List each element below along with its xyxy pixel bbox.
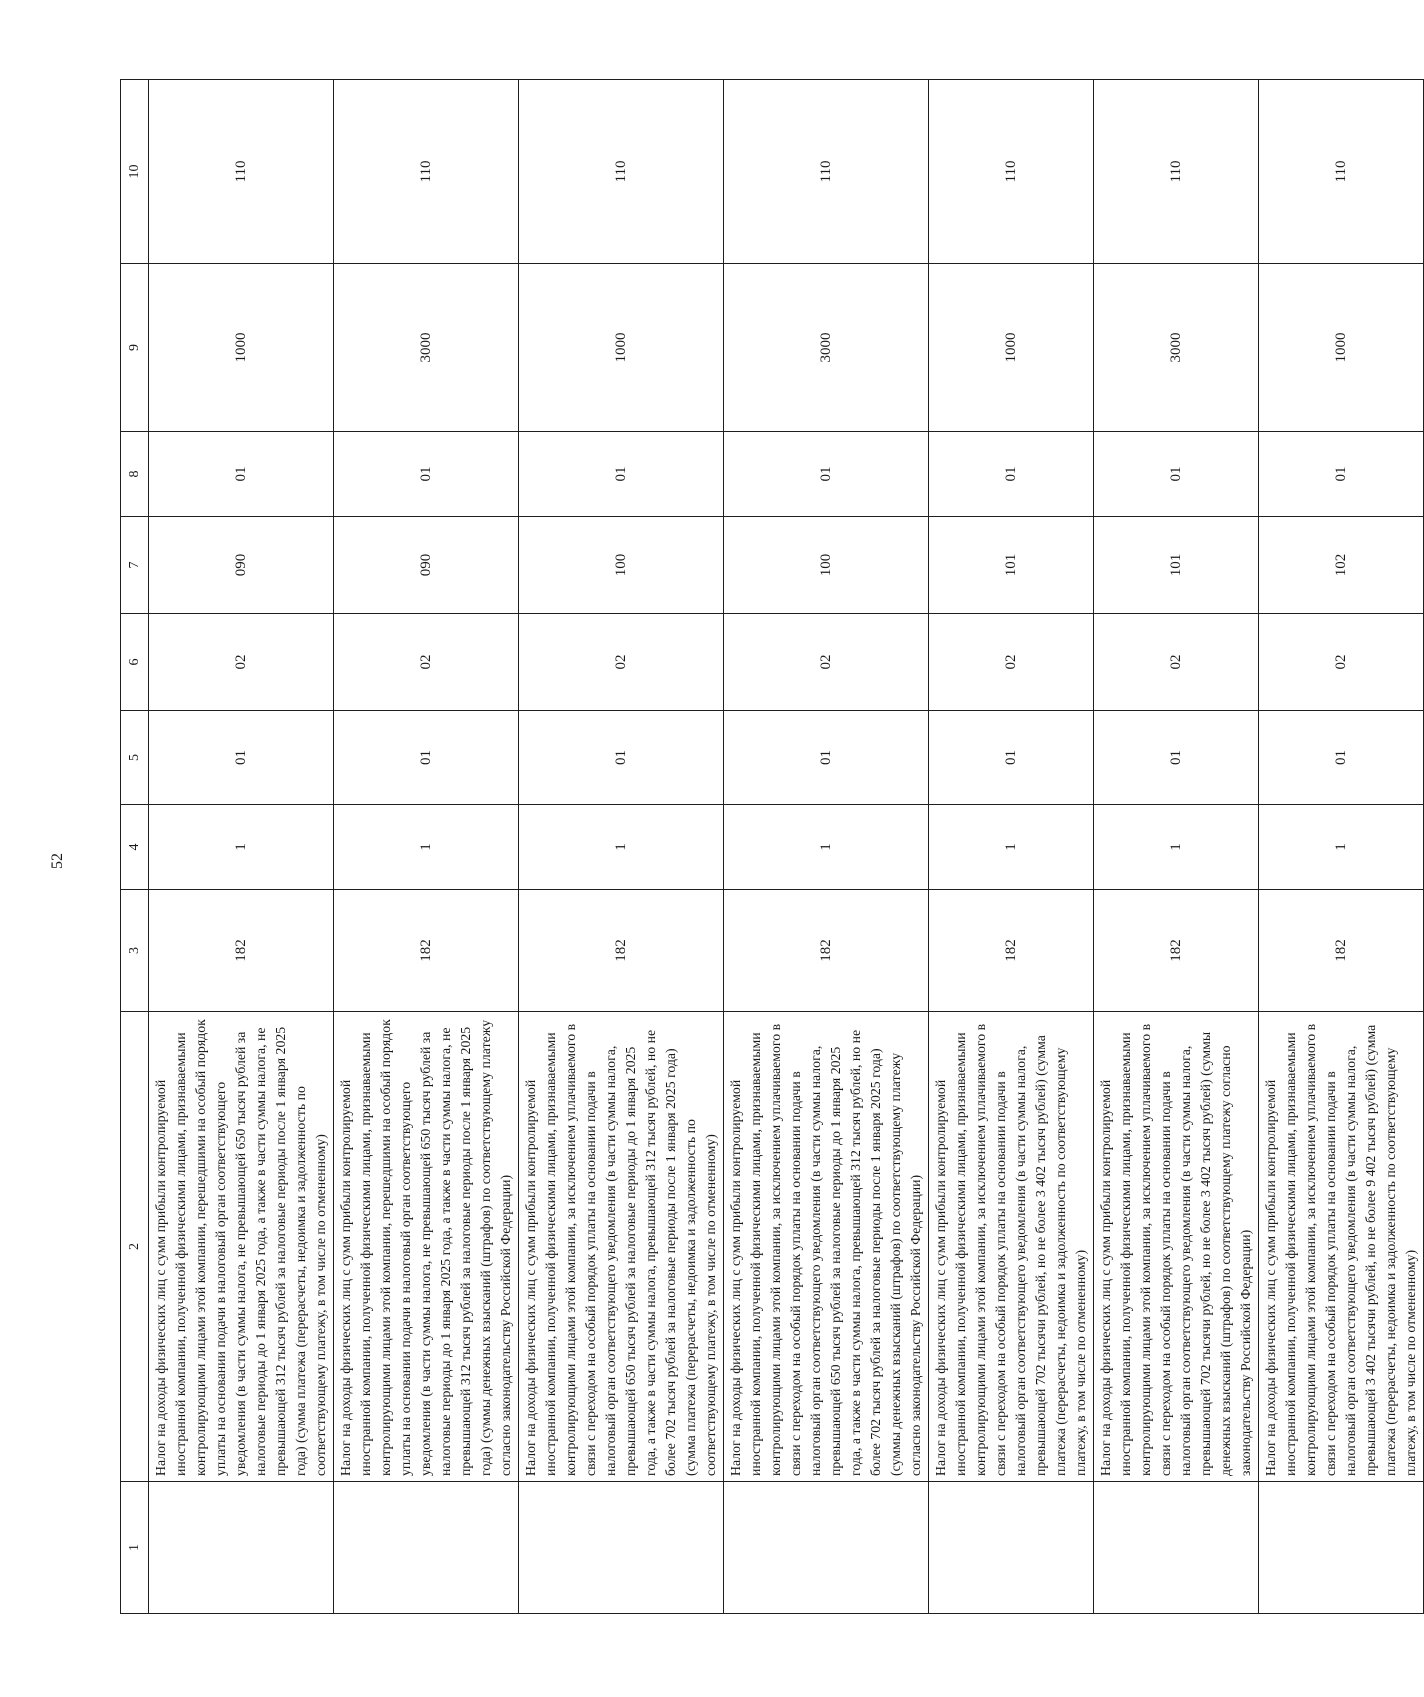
article-code-cell: 02: [334, 614, 519, 711]
column-header: 8: [121, 432, 149, 517]
subarticle-code-cell: 102: [1259, 517, 1424, 614]
program-code-cell: 1000: [519, 264, 724, 432]
subarticle-code-cell: 100: [519, 517, 724, 614]
article-code-cell: 02: [929, 614, 1094, 711]
subgroup-code-cell: 01: [334, 711, 519, 805]
element-code-cell: 01: [149, 432, 334, 517]
element-code-cell: 01: [724, 432, 929, 517]
column-header: 7: [121, 517, 149, 614]
element-code-cell: 01: [334, 432, 519, 517]
rotated-page-content: [120, 80, 1418, 1614]
column-header: 4: [121, 805, 149, 890]
subarticle-code-cell: 101: [929, 517, 1094, 614]
table-row: [1259, 80, 1424, 1614]
row-number-cell: [1094, 1482, 1259, 1614]
program-code-cell: 3000: [724, 264, 929, 432]
program-code-cell: 3000: [1094, 264, 1259, 432]
admin-code-cell: 182: [334, 890, 519, 1012]
program-code-cell: 1000: [149, 264, 334, 432]
classification-code-cell: 110: [334, 80, 519, 264]
table-row: [1094, 80, 1259, 1614]
tax-description-cell: Налог на доходы физических лиц с сумм прибыли контролируемой иностранной компании, полученной физическими лицами, признаваемыми контролирующими лицами этой компании, перешедшими на особый порядок уплаты на основании подачи в налоговый орган соответствующего уведомления (в части суммы налога, не превышающей 650 тысяч рублей за налоговые периоды до 1 января 2025 года, а также в части суммы налога, не превышающей 312 тысяч рублей за налоговые периоды после 1 января 2025 года) (суммы денежных взысканий (штрафов) по соответствующему платежу согласно законодательству Российской Федерации): [334, 1012, 519, 1482]
table-row: [929, 80, 1094, 1614]
page-number: 52: [49, 853, 66, 869]
budget-classification-table: [120, 79, 1424, 1614]
program-code-cell: 1000: [929, 264, 1094, 432]
admin-code-cell: 182: [149, 890, 334, 1012]
classification-code-cell: 110: [519, 80, 724, 264]
row-number-cell: [519, 1482, 724, 1614]
tax-description-cell: Налог на доходы физических лиц с сумм прибыли контролируемой иностранной компании, полученной физическими лицами, признаваемыми контролирующими лицами этой компании, за исключением уплачиваемого в связи с переходом на особый порядок уплаты на основании подачи в налоговый орган соответствующего уведомления (в части суммы налога, превышающей 650 тысяч рублей за налоговые периоды до 1 января 2025 года, а также в части суммы налога, превышающей 312 тысяч рублей, но не более 702 тысяч рублей за налоговые периоды после 1 января 2025 года) (сумма платежа (перерасчеты, недоимка и задолженность по соответствующему платежу, в том числе по отмененному): [519, 1012, 724, 1482]
column-header: 2: [121, 1012, 149, 1482]
classification-code-cell: 110: [929, 80, 1094, 264]
row-number-cell: [149, 1482, 334, 1614]
tax-description-cell: Налог на доходы физических лиц с сумм прибыли контролируемой иностранной компании, полученной физическими лицами, признаваемыми контролирующими лицами этой компании, за исключением уплачиваемого в связи с переходом на особый порядок уплаты на основании подачи в налоговый орган соответствующего уведомления (в части суммы налога, превышающей 702 тысячи рублей, но не более 3 402 тысяч рублей) (сумма платежа (перерасчеты, недоимка и задолженность по соответствующему платежу, в том числе по отмененному): [929, 1012, 1094, 1482]
classification-code-cell: 110: [1094, 80, 1259, 264]
group-code-cell: 1: [519, 805, 724, 890]
article-code-cell: 02: [724, 614, 929, 711]
element-code-cell: 01: [1259, 432, 1424, 517]
subgroup-code-cell: 01: [1094, 711, 1259, 805]
table-row: [149, 80, 334, 1614]
column-header: 10: [121, 80, 149, 264]
column-header: 9: [121, 264, 149, 432]
group-code-cell: 1: [1094, 805, 1259, 890]
row-number-cell: [1259, 1482, 1424, 1614]
classification-code-cell: 110: [149, 80, 334, 264]
subgroup-code-cell: 01: [519, 711, 724, 805]
row-number-cell: [724, 1482, 929, 1614]
subarticle-code-cell: 101: [1094, 517, 1259, 614]
element-code-cell: 01: [929, 432, 1094, 517]
article-code-cell: 02: [1259, 614, 1424, 711]
element-code-cell: 01: [1094, 432, 1259, 517]
table-row: [519, 80, 724, 1614]
admin-code-cell: 182: [929, 890, 1094, 1012]
table-row: [334, 80, 519, 1614]
column-header: 3: [121, 890, 149, 1012]
column-header: 5: [121, 711, 149, 805]
table-row: [724, 80, 929, 1614]
group-code-cell: 1: [334, 805, 519, 890]
admin-code-cell: 182: [1094, 890, 1259, 1012]
column-header: 1: [121, 1482, 149, 1614]
subarticle-code-cell: 090: [334, 517, 519, 614]
classification-code-cell: 110: [1259, 80, 1424, 264]
row-number-cell: [334, 1482, 519, 1614]
group-code-cell: 1: [1259, 805, 1424, 890]
subarticle-code-cell: 100: [724, 517, 929, 614]
row-number-cell: [929, 1482, 1094, 1614]
tax-description-cell: Налог на доходы физических лиц с сумм прибыли контролируемой иностранной компании, полученной физическими лицами, признаваемыми контролирующими лицами этой компании, за исключением уплачиваемого в связи с переходом на особый порядок уплаты на основании подачи в налоговый орган соответствующего уведомления (в части суммы налога, превышающей 650 тысяч рублей за налоговые периоды до 1 января 2025 года, а также в части суммы налога, превышающей 312 тысяч рублей, но не более 702 тысяч рублей за налоговые периоды после 1 января 2025 года) (суммы денежных взысканий (штрафов) по соответствующему платежу согласно законодательству Российской Федерации): [724, 1012, 929, 1482]
program-code-cell: 1000: [1259, 264, 1424, 432]
tax-description-cell: Налог на доходы физических лиц с сумм прибыли контролируемой иностранной компании, полученной физическими лицами, признаваемыми контролирующими лицами этой компании, перешедшими на особый порядок уплаты на основании подачи в налоговый орган соответствующего уведомления (в части суммы налога, не превышающей 650 тысяч рублей за налоговые периоды до 1 января 2025 года, а также в части суммы налога, не превышающей 312 тысяч рублей за налоговые периоды после 1 января 2025 года) (сумма платежа (перерасчеты, недоимка и задолженность по соответствующему платежу, в том числе по отмененному): [149, 1012, 334, 1482]
subgroup-code-cell: 01: [149, 711, 334, 805]
article-code-cell: 02: [1094, 614, 1259, 711]
tax-description-cell: Налог на доходы физических лиц с сумм прибыли контролируемой иностранной компании, полученной физическими лицами, признаваемыми контролирующими лицами этой компании, за исключением уплачиваемого в связи с переходом на особый порядок уплаты на основании подачи в налоговый орган соответствующего уведомления (в части суммы налога, превышающей 3 402 тысячи рублей, но не более 9 402 тысяч рублей) (сумма платежа (перерасчеты, недоимка и задолженность по соответствующему платежу, в том числе по отмененному): [1259, 1012, 1424, 1482]
admin-code-cell: 182: [1259, 890, 1424, 1012]
admin-code-cell: 182: [519, 890, 724, 1012]
subgroup-code-cell: 01: [929, 711, 1094, 805]
element-code-cell: 01: [519, 432, 724, 517]
article-code-cell: 02: [149, 614, 334, 711]
article-code-cell: 02: [519, 614, 724, 711]
admin-code-cell: 182: [724, 890, 929, 1012]
classification-code-cell: 110: [724, 80, 929, 264]
program-code-cell: 3000: [334, 264, 519, 432]
table-header-row: [121, 80, 149, 1614]
tax-description-cell: Налог на доходы физических лиц с сумм прибыли контролируемой иностранной компании, полученной физическими лицами, признаваемыми контролирующими лицами этой компании, за исключением уплачиваемого в связи с переходом на особый порядок уплаты на основании подачи в налоговый орган соответствующего уведомления (в части суммы налога, превышающей 702 тысячи рублей, но не более 3 402 тысяч рублей) (суммы денежных взысканий (штрафов) по соответствующему платежу согласно законодательству Российской Федерации): [1094, 1012, 1259, 1482]
group-code-cell: 1: [929, 805, 1094, 890]
subgroup-code-cell: 01: [724, 711, 929, 805]
group-code-cell: 1: [724, 805, 929, 890]
column-header: 6: [121, 614, 149, 711]
group-code-cell: 1: [149, 805, 334, 890]
subarticle-code-cell: 090: [149, 517, 334, 614]
subgroup-code-cell: 01: [1259, 711, 1424, 805]
